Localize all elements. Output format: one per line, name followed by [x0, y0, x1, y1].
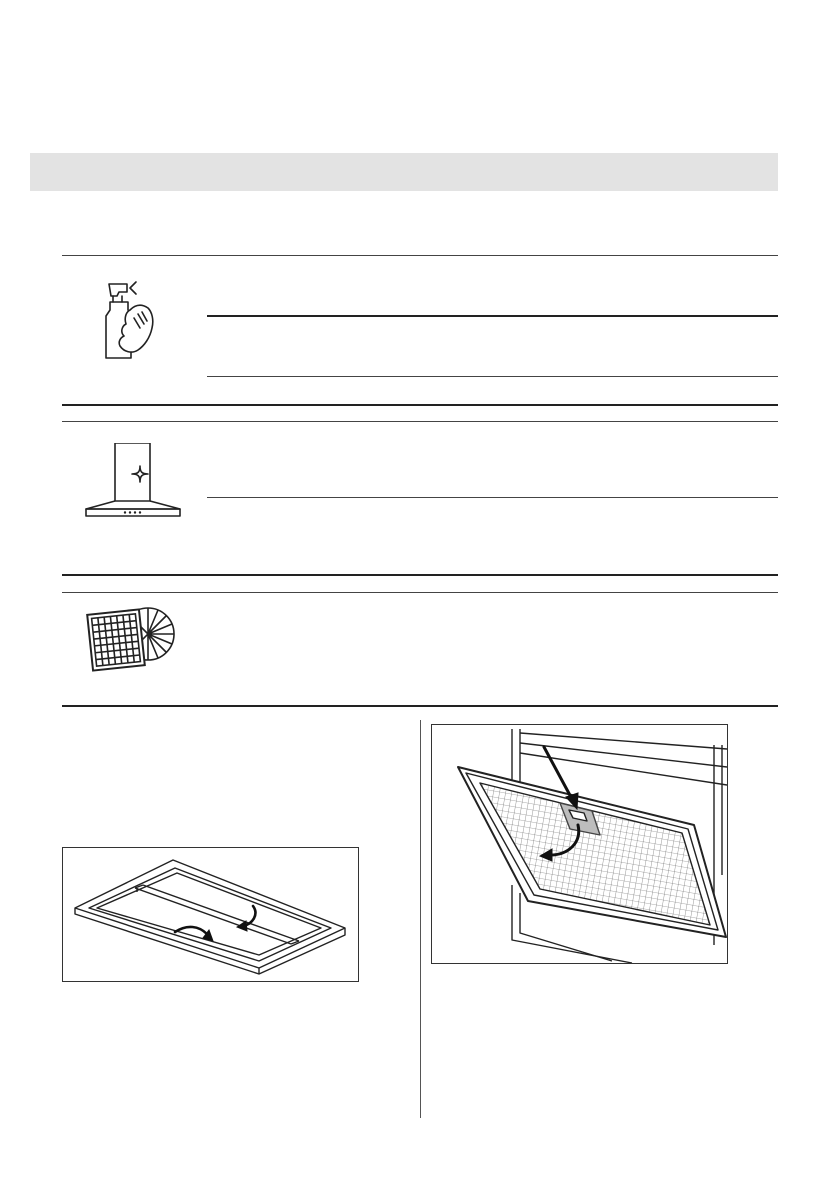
- column-divider: [420, 720, 421, 1118]
- grease-filter-hood-illustration: [62, 847, 359, 982]
- table-bottom-rule: [62, 705, 778, 707]
- group-separator-rule: [62, 592, 778, 593]
- row-rule: [207, 376, 778, 377]
- section-header-band: [30, 153, 778, 191]
- grease-filter-removal-illustration: [431, 724, 728, 964]
- row-rule: [207, 315, 778, 317]
- cooker-hood-sparkle-icon: [84, 443, 182, 519]
- group-separator-rule: [62, 421, 778, 422]
- row-rule: [207, 497, 778, 498]
- table-top-rule: [62, 255, 778, 256]
- group-separator-rule: [62, 404, 778, 406]
- spray-bottle-cloth-icon: [100, 278, 160, 362]
- group-separator-rule: [62, 574, 778, 576]
- charcoal-filter-icon: [80, 600, 180, 680]
